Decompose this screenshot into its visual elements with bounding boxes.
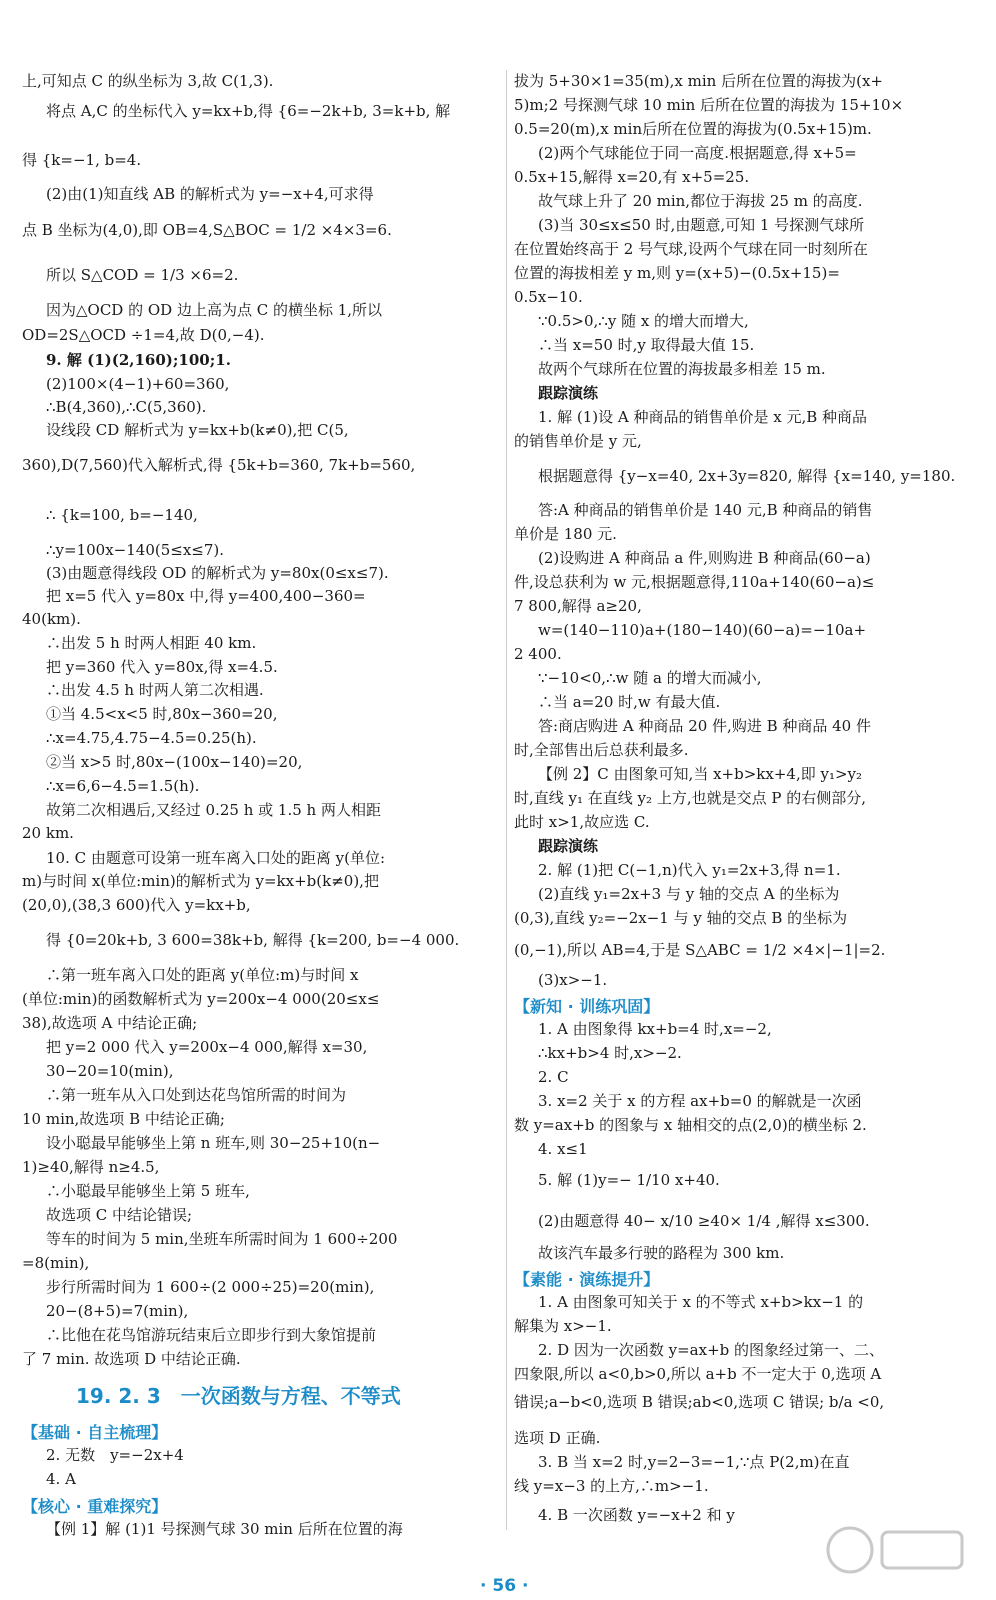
tag-core: 【核心 · 重难探究】 <box>22 1497 168 1516</box>
text-line: 选项 D 正确. <box>514 1429 601 1447</box>
text-line: 设小聪最早能够坐上第 n 班车,则 30−25+10(n− <box>46 1134 381 1152</box>
text-line: 4. x≤1 <box>538 1140 588 1158</box>
text-line: 故该汽车最多行驶的路程为 300 km. <box>538 1244 785 1262</box>
text-line: ①当 4.5<x<5 时,80x−360=20, <box>46 705 278 723</box>
text-line: 所以 S△COD = 1/3 ×6=2. <box>46 266 239 284</box>
text-line: (2)两个气球能位于同一高度.根据题意,得 x+5= <box>538 144 857 162</box>
text-line: 把 y=360 代入 y=80x,得 x=4.5. <box>46 658 278 676</box>
text-line: 故选项 C 中结论错误; <box>46 1206 193 1224</box>
example-1: 【例 1】解 (1)1 号探测气球 30 min 后所在位置的海 <box>46 1520 403 1538</box>
text-line: ∵−10<0,∴w 随 a 的增大而减小, <box>538 669 762 687</box>
text-line: 四象限,所以 a<0,b>0,所以 a+b 不一定大于 0,选项 A <box>514 1365 882 1383</box>
text-line: (单位:min)的函数解析式为 y=200x−4 000(20≤x≤ <box>22 990 380 1008</box>
text-line: 答:A 种商品的销售单价是 140 元,B 种商品的销售 <box>538 501 873 519</box>
text-line: 故气球上升了 20 min,都位于海拔 25 m 的高度. <box>538 192 863 210</box>
tag-basic: 【基础 · 自主梳理】 <box>22 1423 168 1442</box>
text-line: 20−(8+5)=7(min), <box>46 1302 189 1320</box>
question-9: 9. 解 (1)(2,160);100;1. <box>46 351 231 369</box>
question-10: 10. C 由题意可设第一班车离入口处的距离 y(单位: <box>46 849 386 867</box>
text-line: 时,直线 y₁ 在直线 y₂ 上方,也就是交点 P 的右侧部分, <box>514 789 866 807</box>
text-line: 40(km). <box>22 610 81 628</box>
text-line: 把 y=2 000 代入 y=200x−4 000,解得 x=30, <box>46 1038 368 1056</box>
text-line: (0,−1),所以 AB=4,于是 S△ABC = 1/2 ×4×|−1|=2. <box>514 941 886 959</box>
text-line: ∴y=100x−140(5≤x≤7). <box>46 541 225 559</box>
text-line: (0,3),直线 y₂=−2x−1 与 y 轴的交点 B 的坐标为 <box>514 909 848 927</box>
text-line: (2)直线 y₁=2x+3 与 y 轴的交点 A 的坐标为 <box>538 885 840 903</box>
text-line: 错误;a−b<0,选项 B 错误;ab<0,选项 C 错误; b/a <0, <box>514 1393 885 1411</box>
text-line: 步行所需时间为 1 600÷(2 000÷25)=20(min), <box>46 1278 375 1296</box>
text-line: 位置的海拔相差 y m,则 y=(x+5)−(0.5x+15)= <box>514 264 840 282</box>
text-line: (2)由(1)知直线 AB 的解析式为 y=−x+4,可求得 <box>46 185 374 203</box>
text-line: 20 km. <box>22 824 74 842</box>
text-line: ∴小聪最早能够坐上第 5 班车, <box>46 1182 250 1200</box>
text-line: 数 y=ax+b 的图象与 x 轴相交的点(2,0)的横坐标 2. <box>514 1116 867 1134</box>
text-line: 拔为 5+30×1=35(m),x min 后所在位置的海拔为(x+ <box>514 72 883 90</box>
tag-new: 【新知 · 训练巩固】 <box>514 997 660 1016</box>
section-title: 19. 2. 3 一次函数与方程、不等式 <box>76 1384 401 1408</box>
page-number: · 56 · <box>480 1576 529 1596</box>
text-line: 等车的时间为 5 min,坐班车所需时间为 1 600÷200 <box>46 1230 398 1248</box>
text-line: ∵0.5>0,∴y 随 x 的增大而增大, <box>538 312 749 330</box>
text-line: 5. 解 (1)y=− 1/10 x+40. <box>538 1171 720 1189</box>
text-line: 4. A <box>46 1470 76 1488</box>
text-line: 根据题意得 {y−x=40, 2x+3y=820, 解得 {x=140, y=180. <box>538 467 956 485</box>
text-line: 0.5x+15,解得 x=20,有 x+5=25. <box>514 168 750 186</box>
text-line: 5)m;2 号探测气球 10 min 后所在位置的海拔为 15+10× <box>514 96 904 114</box>
follow-practice-heading: 跟踪演练 <box>538 837 599 855</box>
text-line: ∴当 x=50 时,y 取得最大值 15. <box>538 336 755 354</box>
text-line: 2. C <box>538 1068 569 1086</box>
text-line: ∴B(4,360),∴C(5,360). <box>46 398 207 416</box>
text-line: ∴出发 4.5 h 时两人第二次相遇. <box>46 681 264 699</box>
text-line: 将点 A,C 的坐标代入 y=kx+b,得 {6=−2k+b, 3=k+b, 解 <box>46 102 451 120</box>
text-line: =8(min), <box>22 1254 90 1272</box>
text-line: 得 {k=−1, b=4. <box>22 151 142 169</box>
text-line: (3)当 30≤x≤50 时,由题意,可知 1 号探测气球所 <box>538 216 865 234</box>
text-line: 7 800,解得 a≥20, <box>514 597 642 615</box>
text-line: 38),故选项 A 中结论正确; <box>22 1014 198 1032</box>
text-line: 2. 无数 y=−2x+4 <box>46 1446 184 1464</box>
text-line: ∴当 a=20 时,w 有最大值. <box>538 693 721 711</box>
text-line: 1. A 由图象得 kx+b=4 时,x=−2, <box>538 1020 772 1038</box>
text-line: ∴x=6,6−4.5=1.5(h). <box>46 777 200 795</box>
text-line: 30−20=10(min), <box>46 1062 174 1080</box>
text-line: 答:商店购进 A 种商品 20 件,购进 B 种商品 40 件 <box>538 717 871 735</box>
text-line: 3. x=2 关于 x 的方程 ax+b=0 的解就是一次函 <box>538 1092 862 1110</box>
text-line: (3)x>−1. <box>538 971 608 989</box>
text-line: 点 B 坐标为(4,0),即 OB=4,S△BOC = 1/2 ×4×3=6. <box>22 221 392 239</box>
text-line: 因为△OCD 的 OD 边上高为点 C 的横坐标 1,所以 <box>46 301 383 319</box>
text-line: ∴kx+b>4 时,x>−2. <box>538 1044 682 1062</box>
watermark-circle <box>828 1528 872 1572</box>
text-line: (20,0),(38,3 600)代入 y=kx+b, <box>22 896 251 914</box>
text-line: 时,全部售出后总获利最多. <box>514 741 689 759</box>
text-line: 2. D 因为一次函数 y=ax+b 的图象经过第一、二、 <box>538 1341 885 1359</box>
text-line: 得 {0=20k+b, 3 600=38k+b, 解得 {k=200, b=−4 000. <box>46 931 460 949</box>
text-line: 故第二次相遇后,又经过 0.25 h 或 1.5 h 两人相距 <box>46 801 381 819</box>
text-line: ②当 x>5 时,80x−(100x−140)=20, <box>46 753 303 771</box>
text-line: 设线段 CD 解析式为 y=kx+b(k≠0),把 C(5, <box>46 421 349 439</box>
text-line: 在位置始终高于 2 号气球,设两个气球在同一时刻所在 <box>514 240 868 258</box>
text-line: 件,设总获利为 w 元,根据题意得,110a+140(60−a)≤ <box>514 573 875 591</box>
example-2: 【例 2】C 由图象可知,当 x+b>kx+4,即 y₁>y₂ <box>538 765 863 783</box>
text-line: (2)由题意得 40− x/10 ≥40× 1/4 ,解得 x≤300. <box>538 1212 870 1230</box>
text-line: 此时 x>1,故应选 C. <box>514 813 650 831</box>
text-line: 0.5x−10. <box>514 288 583 306</box>
text-line: 1. 解 (1)设 A 种商品的销售单价是 x 元,B 种商品 <box>538 408 868 426</box>
text-line: 把 x=5 代入 y=80x 中,得 y=400,400−360= <box>46 587 366 605</box>
text-line: (2)100×(4−1)+60=360, <box>46 375 230 393</box>
text-line: 上,可知点 C 的纵坐标为 3,故 C(1,3). <box>22 72 274 90</box>
text-line: ∴出发 5 h 时两人相距 40 km. <box>46 634 257 652</box>
text-line: 的销售单价是 y 元, <box>514 432 642 450</box>
text-line: 故两个气球所在位置的海拔最多相差 15 m. <box>538 360 826 378</box>
follow-practice-heading: 跟踪演练 <box>538 384 599 402</box>
text-line: OD=2S△OCD ÷1=4,故 D(0,−4). <box>22 326 265 344</box>
text-line: 2. 解 (1)把 C(−1,n)代入 y₁=2x+3,得 n=1. <box>538 861 841 879</box>
text-line: 3. B 当 x=2 时,y=2−3=−1,∵点 P(2,m)在直 <box>538 1453 850 1471</box>
tag-skill: 【素能 · 演练提升】 <box>514 1270 660 1289</box>
text-line: ∴比他在花鸟馆游玩结束后立即步行到大象馆提前 <box>46 1326 377 1344</box>
text-line: 解集为 x>−1. <box>514 1317 612 1335</box>
watermark-box <box>882 1532 962 1568</box>
text-line: w=(140−110)a+(180−140)(60−a)=−10a+ <box>538 621 867 639</box>
text-line: ∴第一班车离入口处的距离 y(单位:m)与时间 x <box>46 966 359 984</box>
text-line: 10 min,故选项 B 中结论正确; <box>22 1110 225 1128</box>
text-line: (2)设购进 A 种商品 a 件,则购进 B 种商品(60−a) <box>538 549 871 567</box>
text-line: 360),D(7,560)代入解析式,得 {5k+b=360, 7k+b=560, <box>22 456 416 474</box>
text-line: 1)≥40,解得 n≥4.5, <box>22 1158 160 1176</box>
text-line: 了 7 min. 故选项 D 中结论正确. <box>22 1350 241 1368</box>
text-line: 4. B 一次函数 y=−x+2 和 y <box>538 1506 735 1524</box>
watermark-logo <box>820 1520 980 1590</box>
text-line: ∴ {k=100, b=−140, <box>46 506 198 524</box>
text-line: 2 400. <box>514 645 562 663</box>
text-line: (3)由题意得线段 OD 的解析式为 y=80x(0≤x≤7). <box>46 564 389 582</box>
text-line: ∴第一班车从入口处到达花鸟馆所需的时间为 <box>46 1086 347 1104</box>
text-line: 线 y=x−3 的上方,∴m>−1. <box>514 1477 709 1495</box>
text-line: 单价是 180 元. <box>514 525 617 543</box>
text-line: 1. A 由图象可知关于 x 的不等式 x+b>kx−1 的 <box>538 1293 864 1311</box>
text-line: ∴x=4.75,4.75−4.5=0.25(h). <box>46 729 257 747</box>
text-line: m)与时间 x(单位:min)的解析式为 y=kx+b(k≠0),把 <box>22 872 379 890</box>
text-line: 0.5=20(m),x min后所在位置的海拔为(0.5x+15)m. <box>514 120 872 138</box>
column-divider <box>506 70 507 1530</box>
